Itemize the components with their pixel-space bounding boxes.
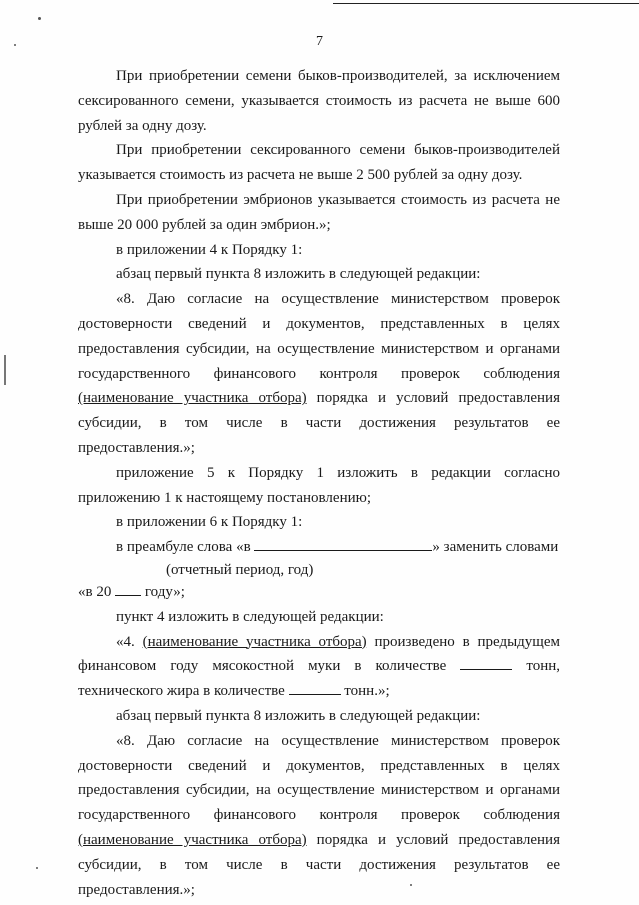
paragraph <box>78 630 560 704</box>
paragraph <box>78 287 560 461</box>
text-run: «8. Даю согласие на осуществление министерством проверок достоверности сведений и документов, представленных в целях предоставления субсидии, на осуществление министерством и органами государственного финансового контроля проверок соблюдения <box>78 291 560 382</box>
text-run: «в 20 <box>78 583 112 600</box>
placeholder-participant-name: (наименование участника отбора) <box>142 633 367 650</box>
document-body <box>78 64 560 902</box>
paragraph: приложение 5 к Порядку 1 изложить в редакции согласно приложению 1 к настоящему постановлению; <box>78 464 560 506</box>
text-run: произведено в предыдущем финансовом году мясокостной муки в количестве <box>78 633 560 675</box>
paragraph: пункт 4 изложить в следующей редакции: <box>116 608 384 625</box>
text-run: порядка и условий предоставления субсидии, в том числе в части достижения результатов ее предоставления.»; <box>78 831 560 898</box>
paragraph: При приобретении сексированного семени быков-производителей указывается стоимость из расчета не выше 2 500 рублей за одну дозу. <box>78 142 560 184</box>
text-run: «8. Даю согласие на осуществление министерством проверок достоверности сведений и документов, представленных в целях предоставления субсидии, на осуществление министерством и органами государственного финансового контроля проверок соблюдения <box>78 732 560 824</box>
scan-speck <box>38 17 41 20</box>
paragraph: абзац первый пункта 8 изложить в следующей редакции: <box>116 707 481 724</box>
paragraph <box>78 729 560 903</box>
blank-line <box>460 655 512 670</box>
paragraph <box>78 580 560 605</box>
paragraph: в приложении 4 к Порядку 1: <box>116 241 303 258</box>
scan-speck <box>36 867 38 869</box>
field-caption: (отчетный период, год) <box>166 561 314 578</box>
paragraph: При приобретении семени быков-производителей, за исключением сексированного семени, указывается стоимость из расчета не выше 600 рублей за одну дозу. <box>78 68 560 134</box>
text-run: тонн.»; <box>344 683 390 700</box>
page-number: 7 <box>316 34 323 49</box>
margin-mark <box>4 355 6 385</box>
blank-line <box>254 536 432 551</box>
placeholder-participant-name: (наименование участника отбора) <box>78 390 307 407</box>
text-run: году»; <box>144 583 185 600</box>
text-run: «4. <box>116 633 143 650</box>
text-run: порядка и условий предоставления субсидии, в том числе в части достижения результатов ее предоставления.»; <box>78 390 560 456</box>
paragraph: абзац первый пункта 8 изложить в следующей редакции: <box>116 266 481 283</box>
text-run: тонн, технического жира в количестве <box>78 658 561 700</box>
paragraph <box>78 535 560 580</box>
paragraph: в приложении 6 к Порядку 1: <box>116 514 303 531</box>
paragraph: При приобретении эмбрионов указывается стоимость из расчета не выше 20 000 рублей за один эмбрион.»; <box>78 191 560 233</box>
text-run: » заменить словами <box>432 539 559 556</box>
blank-line <box>289 680 341 695</box>
text-run: в преамбуле слова «в <box>116 539 251 556</box>
placeholder-participant-name: (наименование участника отбора) <box>78 831 307 848</box>
blank-line <box>115 581 141 596</box>
top-border-line <box>333 3 639 4</box>
